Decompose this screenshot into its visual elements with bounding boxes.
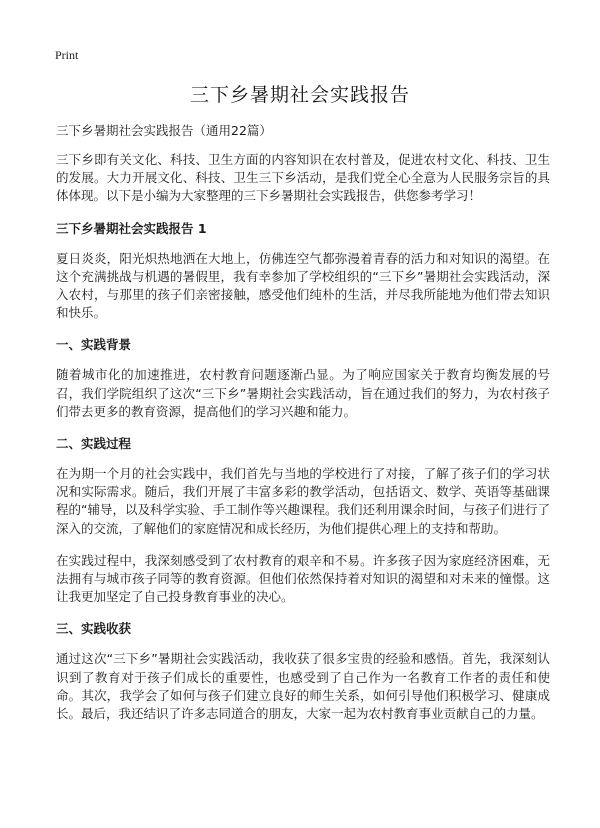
section-heading-process: 二、实践过程	[56, 436, 132, 452]
section-heading-harvest: 三、实践收获	[56, 621, 132, 637]
document-body	[56, 122, 550, 737]
print-link[interactable]: Print	[55, 48, 79, 62]
section-paragraph: 在为期一个月的社会实践中，我们首先与当地的学校进行了对接，了解了孩子们的学习状况和实际需求。随后，我们开展了丰富多彩的教学活动，包括语文、数学、英语等基础课程的“辅导，以及科学实验、手工制作等兴趣课程。我们还利用课余时间，与孩子们进行了深入的交流，了解他们的家庭情况和成长经历，为他们提供心理上的支持和帮助。	[56, 466, 550, 536]
section-heading-background: 一、实践背景	[56, 337, 132, 353]
section-paragraph: 在实践过程中，我深刻感受到了农村教育的艰辛和不易。许多孩子因为家庭经济困难，无法拥有与城市孩子同等的教育资源。但他们依然保持着对知识的渴望和对未来的憧憬。这让我更加坚定了自己投身教育事业的决心。	[56, 552, 550, 605]
report-heading: 三下乡暑期社会实践报告 1	[56, 220, 207, 236]
section-paragraph: 通过这次“三下乡”暑期社会实践活动，我收获了很多宝贵的经验和感悟。首先，我深刻认识到了教育对于孩子们成长的重要性，也感受到了自己作为一名教育工作者的责任和使命。其次，我学会了如何与孩子们建立良好的师生关系，如何引导他们积极学习、健康成长。最后，我还结识了许多志同道合的朋友，大家一起为农村教育事业贡献自己的力量。	[56, 651, 550, 722]
report-intro-paragraph: 夏日炎炎，阳光炽热地洒在大地上，仿佛连空气都弥漫着青春的活力和对知识的渴望。在这个充满挑战与机遇的暑假里，我有幸参加了学校组织的“三下乡”暑期社会实践活动，深入农村，与那里的孩子们亲密接触，感受他们纯朴的生活，并尽我所能地为他们带去知识和快乐。	[56, 250, 550, 321]
document-subtitle: 三下乡暑期社会实践报告（通用22篇）	[56, 123, 272, 138]
page-title: 三下乡暑期社会实践报告	[189, 84, 410, 106]
section-paragraph: 随着城市化的加速推进，农村教育问题逐渐凸显。为了响应国家关于教育均衡发展的号召，我们学院组织了这次“三下乡”暑期社会实践活动，旨在通过我们的努力，为农村孩子们带去更多的教育资源，提高他们的学习兴趣和能力。	[56, 367, 550, 419]
intro-paragraph: 三下乡即有关文化、科技、卫生方面的内容知识在农村普及，促进农村文化、科技、卫生的发展。大力开展文化、科技、卫生三下乡活动，是我们党全心全意为人民服务宗旨的具体体现。以下是小编为大家整理的三下乡暑期社会实践报告，供您参考学习！	[56, 152, 550, 204]
